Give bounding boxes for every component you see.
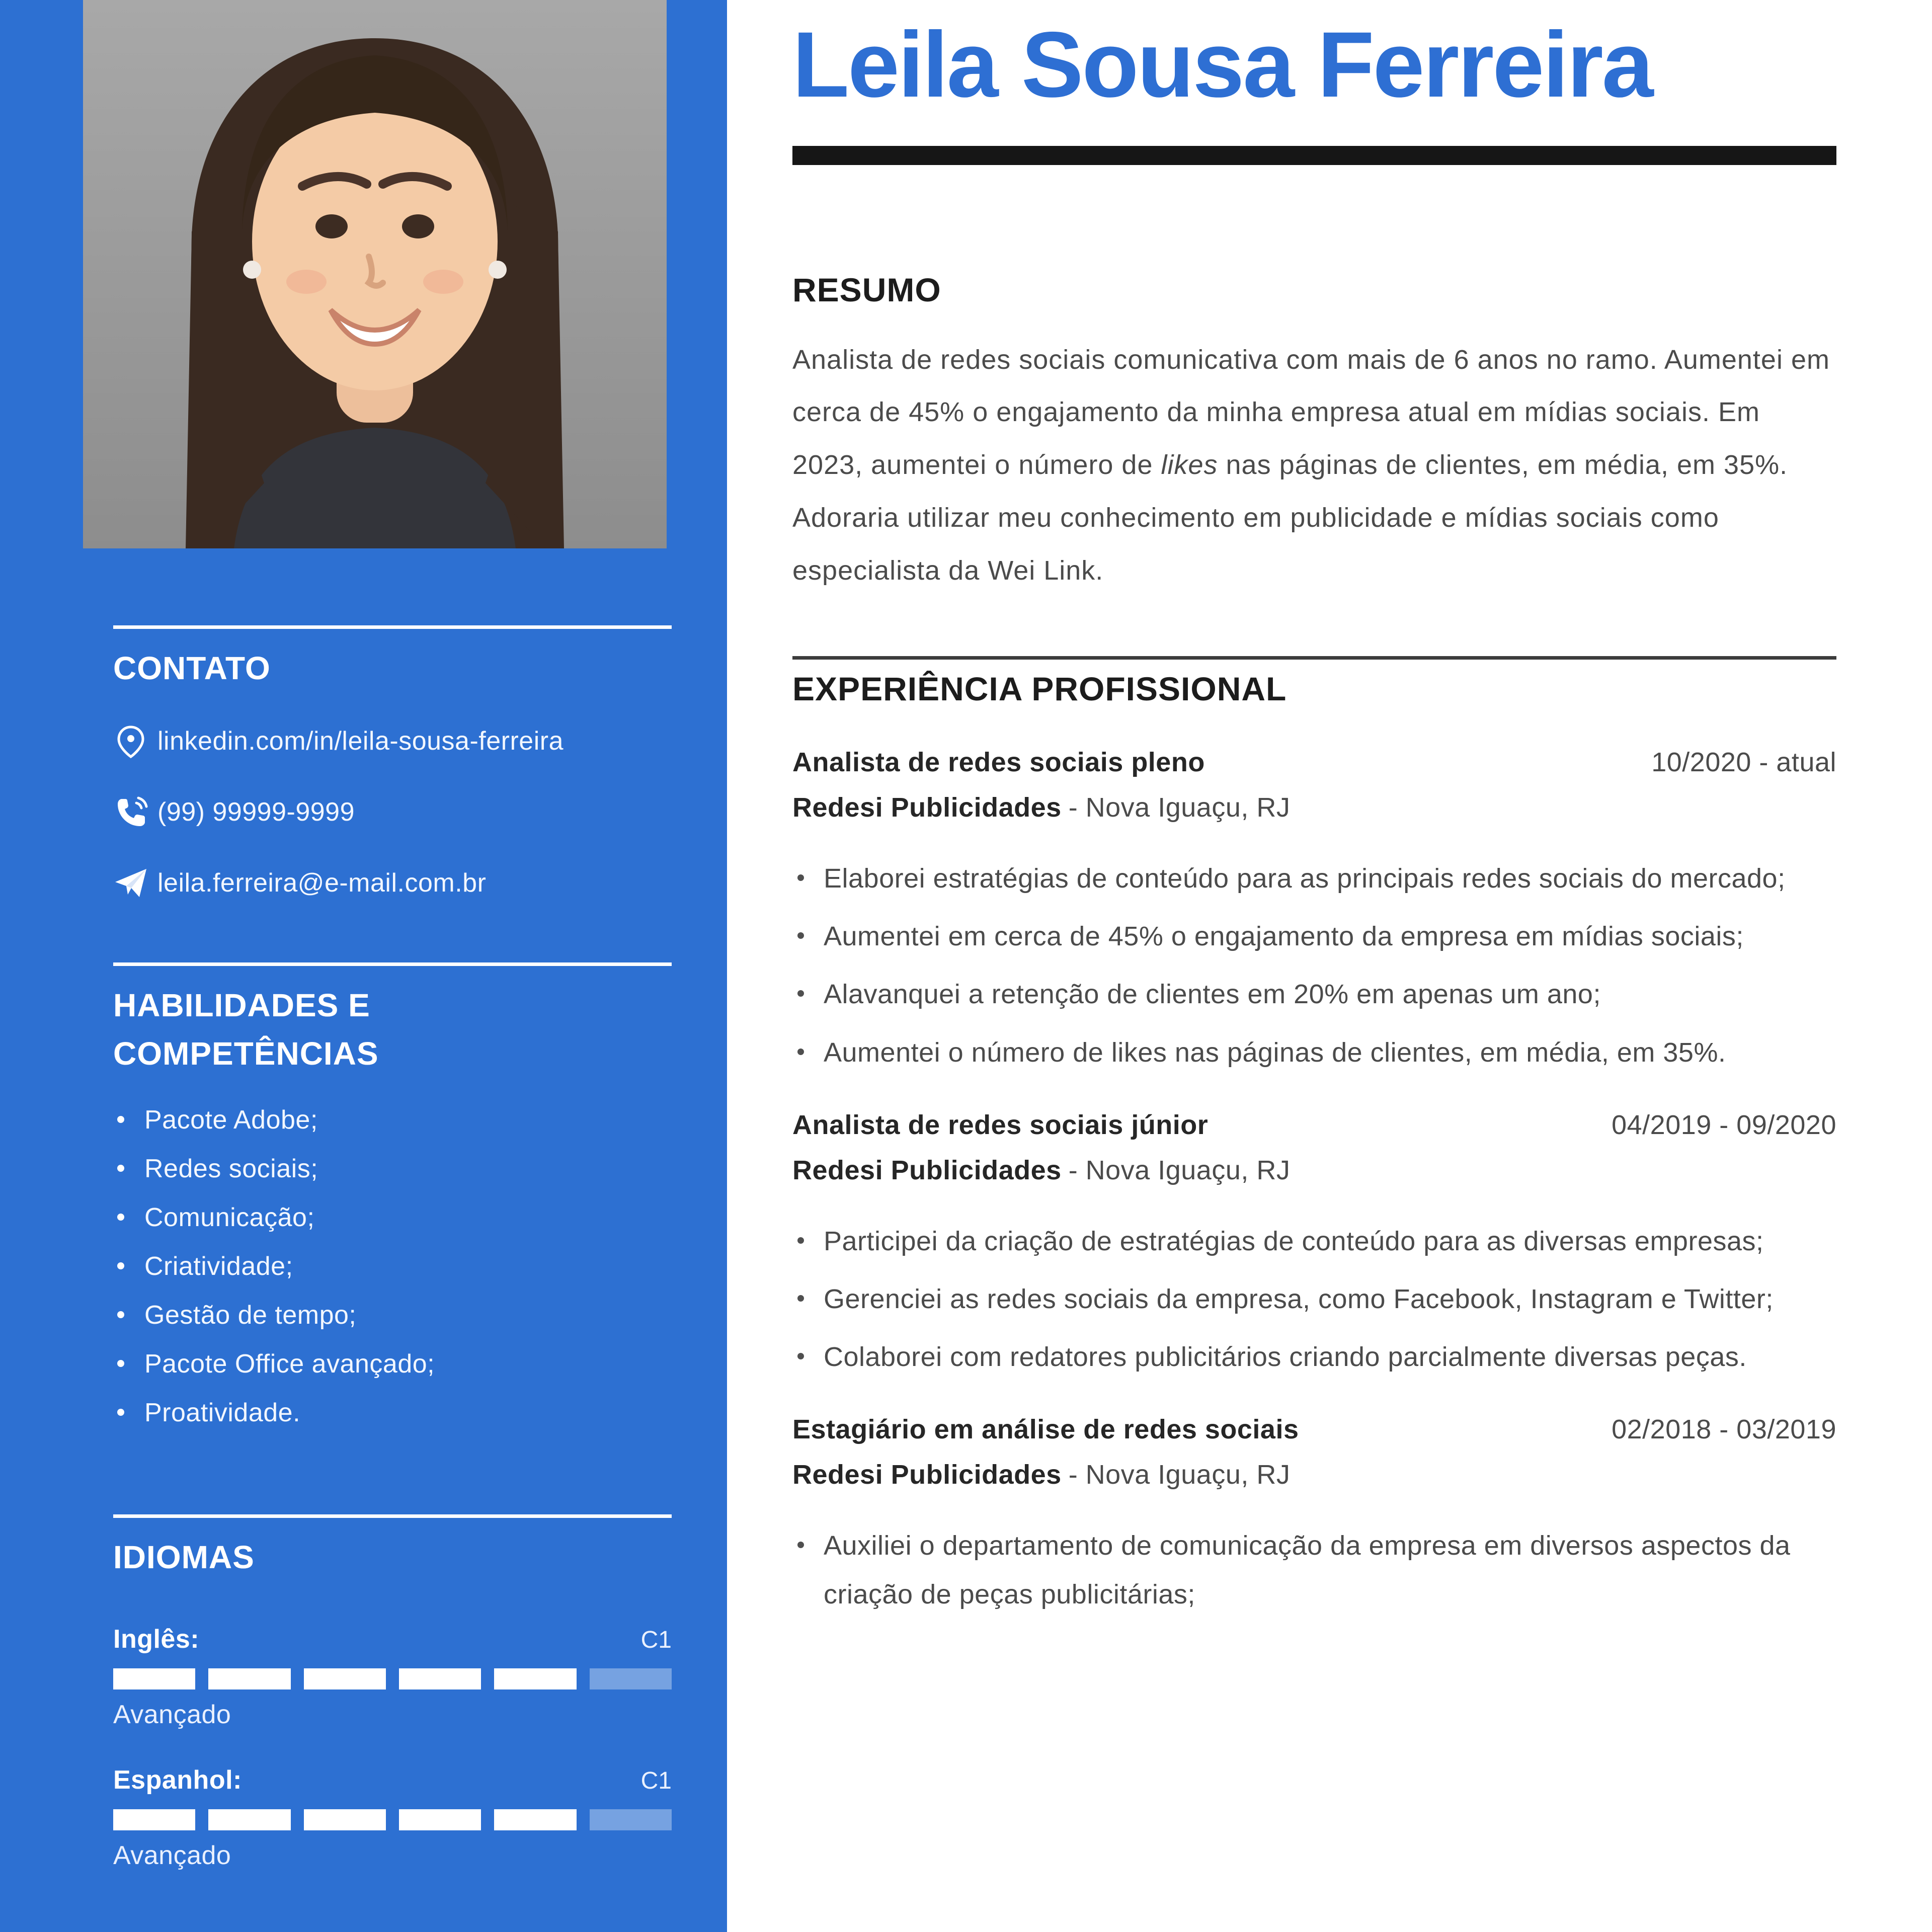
location-pin-icon (113, 720, 157, 762)
portrait-illustration (83, 0, 667, 548)
profile-photo (83, 0, 667, 548)
contact-heading: CONTATO (113, 650, 271, 686)
skills-heading-line1: HABILIDADES E (113, 987, 370, 1024)
job-entry (792, 747, 1862, 1077)
summary-text-part1: Analista de redes sociais comunicativa com mais de 6 anos no ramo. Aumentei em cerca de 45% o engajamento da minha empresa atual em mídias sociais. Em 2023, aumentei o número de (792, 344, 1830, 480)
skill-item: Proatividade. (113, 1398, 672, 1446)
progress-segment (113, 1668, 195, 1689)
phone-number[interactable]: (99) 99999-9999 (157, 797, 355, 827)
language-proficiency-label: Avançado (113, 1700, 231, 1729)
language-progress-bar (113, 1668, 672, 1689)
progress-segment (208, 1809, 290, 1830)
summary-text-part2: nas páginas de clientes, em média, em 35%. Adoraria utilizar meu conhecimento em publicidade e mídias sociais como especialista da Wei Link. (792, 450, 1788, 586)
job-location: - Nova Iguaçu, RJ (1068, 1155, 1291, 1185)
skills-divider (113, 962, 672, 966)
job-bullet: Participei da criação de estratégias de conteúdo para as diversas empresas; (792, 1217, 1836, 1266)
job-dates: 10/2020 - atual (1651, 747, 1836, 777)
linkedin-link[interactable]: linkedin.com/in/leila-sousa-ferreira (157, 727, 564, 756)
job-bullet: Aumentei em cerca de 45% o engajamento da empresa em mídias sociais; (792, 912, 1836, 961)
contact-divider (113, 625, 672, 629)
sidebar (0, 0, 727, 1932)
progress-segment (113, 1809, 195, 1830)
job-bullet-list (792, 1217, 1836, 1382)
language-level-badge: C1 (640, 1767, 672, 1794)
job-entry (792, 1109, 1862, 1382)
progress-segment (208, 1668, 290, 1689)
language-english (113, 1624, 672, 1730)
summary-text-italic: likes (1161, 450, 1218, 480)
experience-divider (792, 656, 1836, 660)
languages-heading: IDIOMAS (113, 1539, 255, 1575)
progress-segment (304, 1668, 386, 1689)
language-progress-bar (113, 1809, 672, 1830)
job-bullet: Colaborei com redatores publicitários criando parcialmente diversas peças. (792, 1333, 1836, 1382)
job-company: Redesi Publicidades (792, 1155, 1062, 1185)
skills-heading-line2: COMPETÊNCIAS (113, 1035, 379, 1072)
job-bullet: Auxiliei o departamento de comunicação da empresa em diversos aspectos da criação de peças publicitárias; (792, 1521, 1836, 1619)
job-dates: 02/2018 - 03/2019 (1612, 1414, 1836, 1445)
person-name: Leila Sousa Ferreira (792, 13, 1652, 117)
skill-item: Pacote Office avançado; (113, 1349, 672, 1398)
experience-heading: EXPERIÊNCIA PROFISSIONAL (792, 670, 1287, 708)
contact-list (113, 720, 672, 905)
skill-item: Comunicação; (113, 1202, 672, 1251)
progress-segment (399, 1668, 481, 1689)
progress-segment (494, 1809, 576, 1830)
job-title: Estagiário em análise de redes sociais (792, 1414, 1299, 1445)
job-entry (792, 1414, 1862, 1619)
job-location: - Nova Iguaçu, RJ (1068, 792, 1291, 823)
languages-divider (113, 1514, 672, 1518)
contact-item-email (113, 862, 672, 905)
job-dates: 04/2019 - 09/2020 (1612, 1109, 1836, 1140)
job-bullet-list (792, 854, 1836, 1077)
language-name: Espanhol: (113, 1765, 242, 1795)
job-location: - Nova Iguaçu, RJ (1068, 1460, 1291, 1490)
skills-list (113, 1105, 672, 1446)
main-column (727, 0, 1932, 1932)
language-spanish (113, 1765, 672, 1871)
job-title: Analista de redes sociais pleno (792, 747, 1205, 777)
skill-item: Criatividade; (113, 1251, 672, 1300)
job-bullet-list (792, 1521, 1836, 1619)
paper-plane-icon (113, 862, 157, 904)
language-level-badge: C1 (640, 1626, 672, 1653)
job-bullet: Alavanquei a retenção de clientes em 20% em apenas um ano; (792, 970, 1836, 1019)
progress-segment (590, 1668, 672, 1689)
job-title: Analista de redes sociais júnior (792, 1109, 1209, 1140)
skill-item: Redes sociais; (113, 1154, 672, 1202)
summary-heading: RESUMO (792, 271, 941, 308)
skill-item: Gestão de tempo; (113, 1300, 672, 1349)
language-proficiency-label: Avançado (113, 1840, 231, 1870)
email-address[interactable]: leila.ferreira@e-mail.com.br (157, 868, 487, 898)
job-bullet: Aumentei o número de likes nas páginas de clientes, em média, em 35%. (792, 1028, 1836, 1077)
title-underline-bar (792, 146, 1836, 165)
progress-segment (590, 1809, 672, 1830)
job-bullet: Elaborei estratégias de conteúdo para as principais redes sociais do mercado; (792, 854, 1836, 903)
skill-item: Pacote Adobe; (113, 1105, 672, 1154)
language-name: Inglês: (113, 1624, 200, 1654)
contact-item-linkedin (113, 720, 672, 763)
progress-segment (304, 1809, 386, 1830)
phone-icon (113, 791, 157, 833)
job-company: Redesi Publicidades (792, 1460, 1062, 1490)
progress-segment (399, 1809, 481, 1830)
contact-item-phone (113, 791, 672, 834)
progress-segment (494, 1668, 576, 1689)
skills-heading (113, 981, 672, 1078)
job-company: Redesi Publicidades (792, 792, 1062, 823)
summary-paragraph (792, 334, 1836, 597)
job-bullet: Gerenciei as redes sociais da empresa, como Facebook, Instagram e Twitter; (792, 1275, 1836, 1324)
